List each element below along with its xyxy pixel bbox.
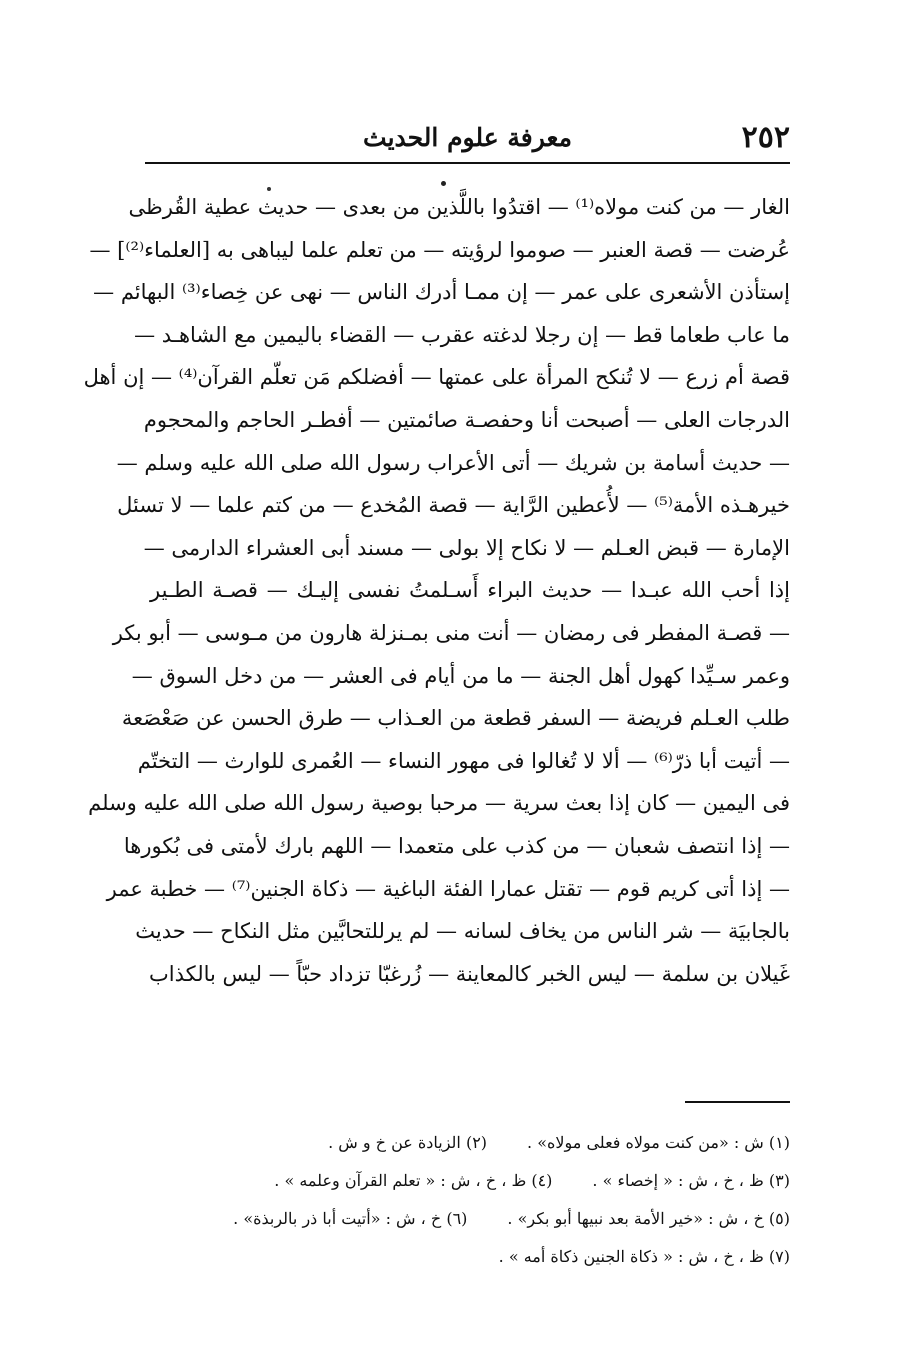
text-line: قصة أم زرع — لا تُنكح المرأة على عمتها — أفضلكم مَن تعلّم القرآن⁽⁴⁾ — إن أهل <box>83 365 790 390</box>
running-title: معرفة علوم الحديث <box>363 123 572 152</box>
footnote: (٥) خ ، ش : «خير الأمة بعد نبيها أبو بكر» . <box>507 1209 790 1228</box>
footnote: (١) ش : «من كنت مولاه فعلى مولاه» . <box>527 1133 790 1152</box>
text-line: وعمر سـيِّدا كهول أهل الجنة — ما من أيام فى العشر — من دخل السوق — <box>131 663 790 688</box>
footnote-rule <box>685 1101 790 1103</box>
text-line: — إذا انتصف شعبان — من كذب على متعمدا — اللهم بارك لأمتى فى بُكورها <box>123 833 790 858</box>
body-text <box>83 186 790 995</box>
text-line: — حديث أسامة بن شريك — أتى الأعراب رسول الله صلى الله عليه وسلم — <box>116 450 790 475</box>
footnote: (٣) ظ ، خ ، ش : « إخصاء » . <box>592 1171 790 1190</box>
text-line: إذا أحب الله عبـدا — حديث البراء أَسـلمتُ نفسى إليـك — قصـة الطـير <box>150 578 790 603</box>
text-line: — قصـة المفطر فى رمضان — أنت منى بمـنزلة هارون من مـوسى — أبو بكر <box>112 620 790 645</box>
text-line: — أتيت أبا ذرّ⁽⁶⁾ — ألا لا تُغالوا فى مهور النساء — العُمرى للوارث — التختّم <box>137 748 790 773</box>
text-line: طلب العـلم فريضة — السفر قطعة من العـذاب — طرق الحسن عن صَعْصَعة <box>121 706 790 731</box>
text-line: فى اليمين — كان إذا بعث سرية — مرحبا بوصية رسول الله صلى الله عليه وسلم <box>88 791 790 816</box>
footnote-row <box>150 1124 790 1162</box>
text-line: عُرضت — قصة العنبر — صوموا لرؤيته — من تعلم علما ليباهى به [العلماء⁽²⁾] — <box>89 237 790 262</box>
page-header <box>145 118 790 158</box>
footnotes <box>150 1124 790 1276</box>
footnote-row <box>150 1238 790 1276</box>
text-line: الدرجات العلى — أصبحت أنا وحفصـة صائمتين — أفطـر الحاجم والمحجوم <box>143 407 790 432</box>
text-line: الإمارة — قبض العـلم — لا نكاح إلا بولى — مسند أبى العشراء الدارمى — <box>143 535 790 560</box>
text-line: خيرهـذه الأمة⁽⁵⁾ — لأُعطين الرَّاية — قصة المُخدع — من كتم علما — لا تسئل <box>117 493 790 518</box>
page-number: ٢٥٢ <box>741 120 790 155</box>
footnote: (٧) ظ ، خ ، ش : « ذكاة الجنين ذكاة أمه » . <box>498 1247 790 1266</box>
text-line: غَيلان بن سلمة — ليس الخبر كالمعاينة — زُرغبّا تزداد حبّاً — ليس بالكذاب <box>148 961 790 986</box>
text-line: إستأذن الأشعرى على عمر — إن ممـا أدرك الناس — نهى عن خِصاء⁽³⁾ البهائم — <box>93 280 790 305</box>
text-line: الغار — من كنت مولاه⁽¹⁾ — اقتدُوا باللَّذين من بعدى — حديث عطية القُرظى <box>128 195 790 219</box>
text-line: بالجابيَة — شر الناس من يخاف لسانه — لم يرللتحابَّين مثل النكاح — حديث <box>135 919 790 944</box>
footnote-row <box>150 1200 790 1238</box>
header-rule <box>145 162 790 164</box>
footnote-row <box>150 1162 790 1200</box>
footnote: (٤) ظ ، خ ، ش : « تعلم القرآن وعلمه » . <box>274 1171 553 1190</box>
text-line: ما عاب طعاما قط — إن رجلا لدغته عقرب — القضاء باليمين مع الشاهـد — <box>134 322 790 347</box>
footnote: (٦) خ ، ش : «أتيت أبا ذر بالربذة» . <box>233 1209 468 1228</box>
footnote: (٢) الزيادة عن خ و ش . <box>328 1133 488 1152</box>
text-line: — إذا أتى كريم قوم — تقتل عمارا الفئة الباغية — ذكاة الجنين⁽⁷⁾ — خطبة عمر <box>106 876 790 901</box>
